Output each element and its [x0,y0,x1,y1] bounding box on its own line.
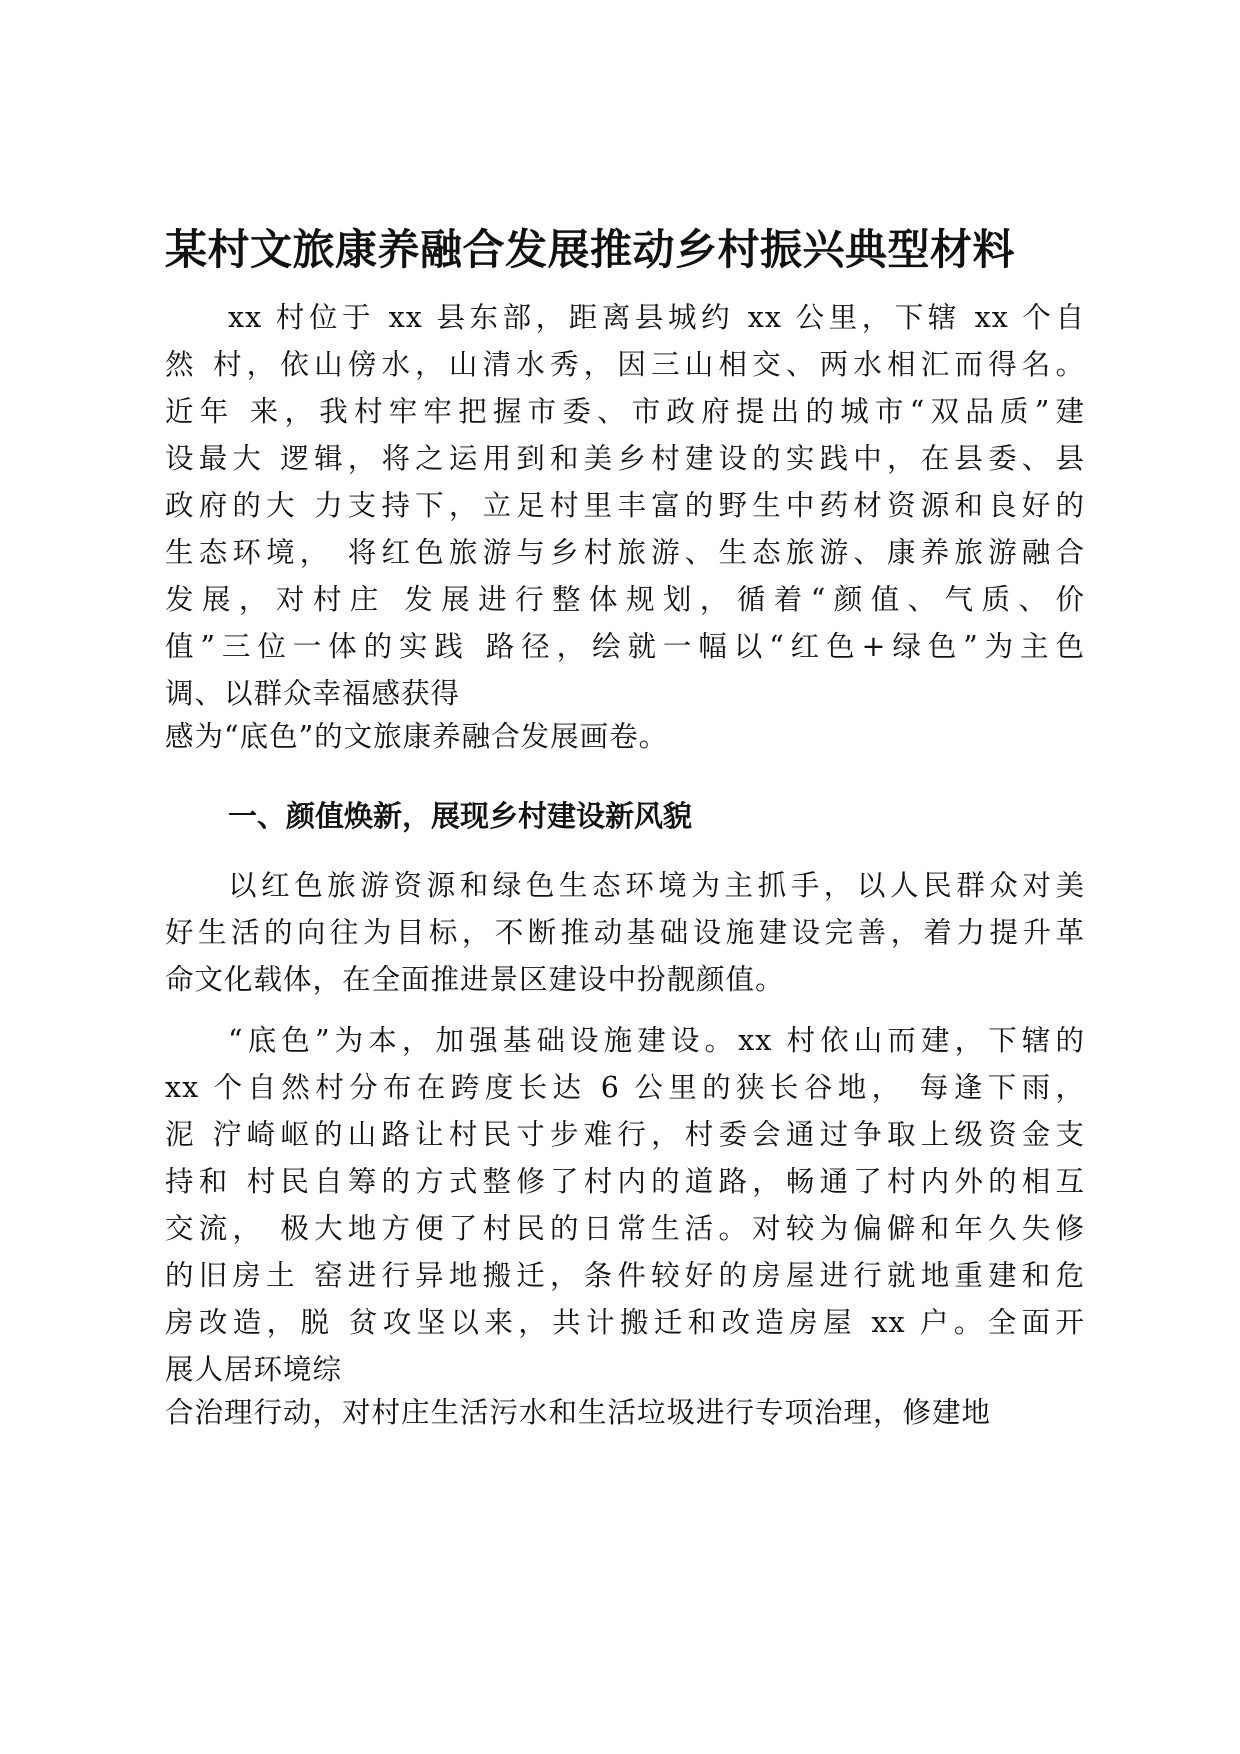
paragraph-1-line-7: 发展，对村庄 发展进行整体规划，循着“颜值、气质、价 [165,583,1085,616]
paragraph-3-line-2: xx 个自然村分布在跨度长达 6 公里的狭长谷地， 每逢下雨， [165,1071,1085,1104]
paragraph-3-line-6: 的旧房土 窑进行异地搬迁，条件较好的房屋进行就地重建和危 [165,1259,1085,1292]
paragraph-3-line-7: 房改造，脱 贫攻坚以来，共计搬迁和改造房屋 xx 户。全面开 [165,1306,1085,1339]
document-title: 某村文旅康养融合发展推动乡村振兴典型材料 [165,225,1016,274]
paragraph-3-line-9: 合治理行动，对村庄生活污水和生活垃圾进行专项治理，修建地 [165,1396,992,1429]
paragraph-3-line-4: 持和 村民自筹的方式整修了村内的道路，畅通了村内外的相互 [165,1165,1085,1198]
paragraph-1-line-5: 政府的大 力支持下，立足村里丰富的野生中药材资源和良好的 [165,489,1085,522]
paragraph-2-line-3: 命文化载体，在全面推进景区建设中扮靓颜值。 [165,963,785,996]
paragraph-3-line-3: 泥 泞崎岖的山路让村民寸步难行，村委会通过争取上级资金支 [165,1118,1085,1151]
paragraph-3-line-5: 交流， 极大地方便了村民的日常生活。对较为偏僻和年久失修 [165,1212,1085,1245]
paragraph-1-line-6: 生态环境， 将红色旅游与乡村旅游、生态旅游、康养旅游融合 [165,536,1085,569]
paragraph-1-line-1: xx 村位于 xx 县东部，距离县城约 xx 公里，下辖 xx 个自 [228,301,1085,334]
paragraph-1-line-9: 调、以群众幸福感获得 [165,677,461,710]
paragraph-1-line-2: 然 村，依山傍水，山清水秀，因三山相交、两水相汇而得名。 [165,348,1085,381]
paragraph-3-line-1: “底色”为本，加强基础设施建设。xx 村依山而建，下辖的 [228,1024,1085,1057]
paragraph-2-line-1: 以红色旅游资源和绿色生态环境为主抓手，以人民群众对美 [228,869,1085,902]
paragraph-1-line-10: 感为“底色”的文旅康养融合发展画卷。 [165,720,669,753]
paragraph-1-line-4: 设最大 逻辑，将之运用到和美乡村建设的实践中，在县委、县 [165,442,1085,475]
section-heading: 一、颜值焕新，展现乡村建设新风貌 [228,799,693,833]
paragraph-3-line-8: 展人居环境综 [165,1353,343,1386]
paragraph-2-line-2: 好生活的向往为目标，不断推动基础设施建设完善，着力提升革 [165,916,1085,949]
paragraph-1-line-3: 近年 来，我村牢牢把握市委、市政府提出的城市“双品质”建 [165,395,1085,428]
paragraph-1-line-8: 值”三位一体的实践 路径，绘就一幅以“红色+绿色”为主色 [165,630,1085,663]
